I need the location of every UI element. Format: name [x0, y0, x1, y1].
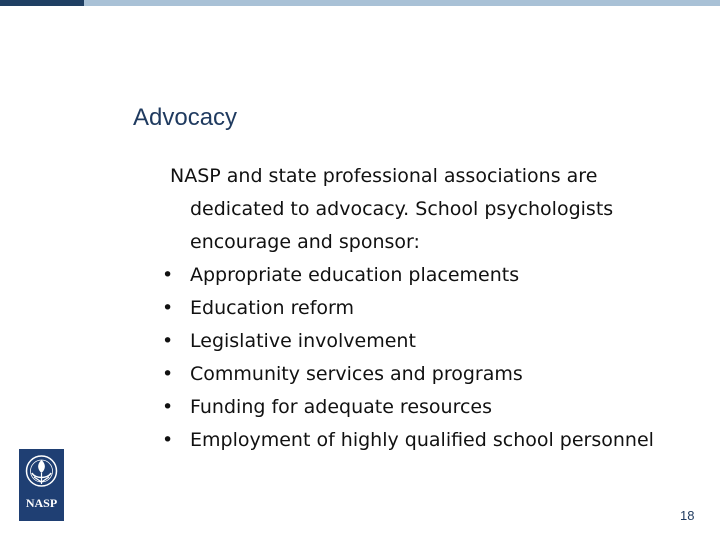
list-item-text: Employment of highly qualified school personnel [190, 429, 654, 451]
list-item-text: Education reform [190, 297, 355, 319]
header-accent-bar-dark [0, 0, 84, 6]
logo-text: NASP [25, 496, 58, 510]
list-item [160, 259, 670, 292]
list-item [160, 424, 670, 457]
bullet-icon: • [162, 429, 174, 451]
bullet-icon: • [162, 330, 174, 352]
list-item [160, 292, 670, 325]
intro-line: NASP and state professional associations are [170, 165, 598, 187]
slide-body [160, 160, 670, 457]
bullet-icon: • [162, 264, 174, 286]
bullet-icon: • [162, 363, 174, 385]
intro-line: encourage and sponsor: [190, 231, 420, 253]
intro-paragraph [160, 160, 670, 259]
bullet-list [160, 259, 670, 457]
slide-title: Advocacy [133, 104, 238, 131]
nasp-logo-icon [19, 449, 64, 521]
list-item-text: Legislative involvement [190, 330, 416, 352]
list-item-text: Appropriate education placements [190, 264, 520, 286]
header-accent-bar-light [84, 0, 720, 6]
list-item-text: Community services and programs [190, 363, 523, 385]
bullet-icon: • [162, 297, 174, 319]
list-item [160, 391, 670, 424]
bullet-icon: • [162, 396, 174, 418]
list-item [160, 325, 670, 358]
page-number: 18 [680, 508, 695, 523]
list-item-text: Funding for adequate resources [190, 396, 493, 418]
list-item [160, 358, 670, 391]
nasp-logo-graphic [19, 449, 64, 521]
intro-line: dedicated to advocacy. School psychologists [190, 198, 614, 220]
